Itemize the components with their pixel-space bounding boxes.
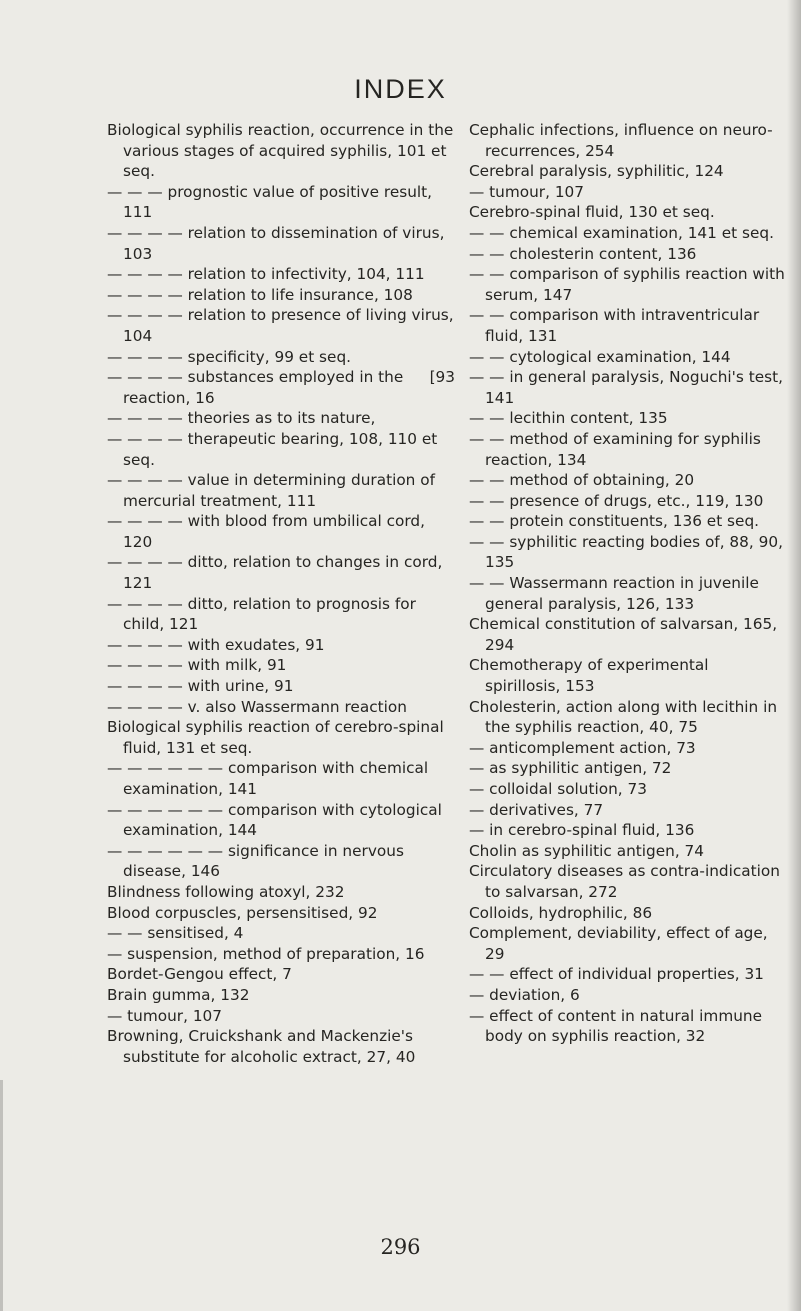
index-entry-text: — — method of examining for syphilis reaction, 134 (469, 429, 761, 469)
index-entry-text: — derivatives, 77 (469, 800, 604, 819)
index-entry (469, 532, 785, 573)
index-entry-text: — — method of obtaining, 20 (469, 471, 695, 490)
index-entry (107, 800, 455, 841)
index-entry (107, 655, 455, 676)
index-entry (469, 120, 785, 161)
index-entry-text: — as syphilitic antigen, 72 (469, 759, 672, 778)
index-entry-text: — — Wassermann reaction in juvenile general paralysis, 126, 133 (469, 574, 759, 613)
index-entry-text: Complement, deviability, effect of age, 29 (469, 924, 768, 963)
index-entry (469, 244, 785, 265)
index-entry (469, 697, 785, 738)
index-entry (107, 758, 455, 799)
index-entry (107, 305, 455, 346)
index-entry-text: Chemical constitution of salvarsan, 165, 294 (469, 615, 778, 654)
index-entry (107, 985, 455, 1006)
index-entry-text: — — presence of drugs, etc., 119, 130 (469, 491, 764, 510)
index-entry-text: Blood corpuscles, persensitised, 92 (107, 903, 378, 922)
index-entry-text: — — — — theories as to its nature, (107, 409, 376, 428)
index-entry-text: Browning, Cruickshank and Mackenzie's substitute for alcoholic extract, 27, 40 (107, 1027, 416, 1066)
index-entry-text: — — comparison with intraventricular fluid, 131 (469, 306, 760, 345)
index-entry (107, 1026, 455, 1067)
index-entry (107, 676, 455, 697)
index-entry-text: Cerebral paralysis, syphilitic, 124 (469, 162, 724, 181)
index-entry (107, 697, 455, 718)
index-entry (469, 779, 785, 800)
index-entry (469, 429, 785, 470)
index-entry-text: — colloidal solution, 73 (469, 780, 647, 798)
page-edge-shadow (787, 0, 801, 1311)
index-entry (107, 367, 455, 408)
index-entry (469, 861, 785, 902)
index-entry-text: — effect of content in natural immune body on syphilis reaction, 32 (469, 1006, 763, 1046)
index-entry (469, 655, 785, 696)
index-entry (469, 738, 785, 759)
binding-edge (0, 1080, 3, 1311)
index-entry (107, 944, 455, 965)
index-entry-text: — — effect of individual properties, 31 (469, 965, 764, 984)
index-entry (107, 964, 455, 985)
index-entry (469, 408, 785, 429)
index-entry-text: Brain gumma, 132 (107, 985, 250, 1004)
index-entry (107, 120, 455, 182)
index-entry (469, 573, 785, 614)
page-number: 296 (380, 1235, 421, 1259)
index-entry (469, 923, 785, 964)
index-entry-text: — deviation, 6 (469, 985, 580, 1004)
index-entry-text: — — — — therapeutic bearing, 108, 110 et seq. (107, 429, 438, 469)
index-entry-text: — — — — relation to life insurance, 108 (107, 285, 413, 304)
index-entry (107, 717, 455, 758)
index-entry (107, 841, 455, 882)
index-entry (469, 305, 785, 346)
index-entry-text: — — chemical examination, 141 et seq. (469, 223, 774, 242)
index-entry-text: Cerebro-spinal fluid, 130 et seq. (469, 203, 715, 222)
index-entry-text: — — sensitised, 4 (107, 924, 244, 943)
index-entry-text: — anticomplement action, 73 (469, 738, 696, 757)
index-entry (469, 223, 785, 244)
index-entry (469, 614, 785, 655)
index-entry (469, 202, 785, 223)
index-entry (107, 882, 455, 903)
index-entry-text: — — syphilitic reacting bodies of, 88, 90, 135 (469, 532, 783, 572)
index-entry (469, 820, 785, 841)
index-entry-text: Chemotherapy of experimental spirillosis, 153 (469, 656, 709, 696)
index-entry-text: Cholesterin, action along with lecithin in the syphilis reaction, 40, 75 (469, 697, 778, 737)
index-entry (107, 182, 455, 223)
index-entry (469, 161, 785, 182)
index-entry (107, 1006, 455, 1027)
index-entry-text: Cephalic infections, influence on neuro-recurrences, 254 (469, 121, 773, 160)
index-entry (469, 347, 785, 368)
index-entry-text: Biological syphilis reaction of cerebro-spinal fluid, 131 et seq. (107, 718, 444, 757)
index-entry-text: — — lecithin content, 135 (469, 409, 668, 428)
index-entry-text: — — — — with milk, 91 (107, 656, 287, 675)
index-entry (107, 264, 455, 285)
index-entry-text: — — comparison of syphilis reaction with serum, 147 (469, 265, 785, 304)
index-entry-text: — — — — — — significance in nervous disease, 146 (107, 841, 404, 881)
index-entry-text: — — cytological examination, 144 (469, 347, 731, 366)
index-entry (107, 285, 455, 306)
index-entry (469, 511, 785, 532)
index-entry-text: — — — prognostic value of positive result, 111 (107, 182, 433, 222)
index-entry (107, 511, 455, 552)
index-entry-text: Circulatory diseases as contra-indication to salvarsan, 272 (469, 862, 780, 901)
index-entry (107, 594, 455, 635)
index-entry (107, 923, 455, 944)
index-entry-text: — — cholesterin content, 136 (469, 244, 697, 263)
index-entry-text: — tumour, 107 (469, 182, 585, 201)
index-entry-text: — — — — ditto, relation to prognosis for child, 121 (107, 594, 416, 634)
index-entry-text: Biological syphilis reaction, occurrence in the various stages of acquired syphilis, 101 et seq. (107, 121, 454, 181)
index-entry-text: — — — — v. also Wassermann reaction (107, 697, 407, 716)
index-entry (107, 635, 455, 656)
index-entry-text: — suspension, method of preparation, 16 (107, 944, 425, 963)
index-entry (469, 264, 785, 305)
index-entry-overflow: [93 (429, 368, 455, 387)
index-entry (107, 223, 455, 264)
index-entry-text: — — — — with exudates, 91 (107, 635, 325, 654)
index-entry (469, 758, 785, 779)
index-entry-text: — in cerebro-spinal fluid, 136 (469, 821, 695, 840)
index-entry (469, 841, 785, 862)
index-entry (469, 903, 785, 924)
index-entry (469, 985, 785, 1006)
index-entry-text: — — in general paralysis, Noguchi's test, 141 (469, 368, 783, 407)
index-entry-text: — — — — relation to presence of living virus, 104 (107, 306, 454, 345)
index-entry-text: — tumour, 107 (107, 1006, 223, 1025)
index-entry (107, 347, 455, 368)
index-entry-text: Blindness following atoxyl, 232 (107, 882, 345, 901)
index-entry-text: — — — — specificity, 99 et seq. (107, 347, 352, 366)
index-entry-text: Colloids, hydrophilic, 86 (469, 903, 653, 922)
index-entry-text: — — — — value in determining duration of mercurial treatment, 111 (107, 471, 435, 510)
index-entry (469, 182, 785, 203)
index-entry (107, 470, 455, 511)
index-entry-text: — — — — with urine, 91 (107, 677, 294, 696)
index-entry-text: — — — — — — comparison with chemical examination, 141 (107, 759, 429, 798)
index-entry (107, 903, 455, 924)
index-entry-text: — — — — substances employed in the reaction, 16 (107, 368, 404, 407)
index-entry-text: — — — — relation to infectivity, 104, 111 (107, 265, 425, 284)
index-column-left (107, 120, 455, 1067)
index-entry-text: Bordet-Gengou effect, 7 (107, 965, 292, 984)
index-entry (469, 964, 785, 985)
index-entry (469, 367, 785, 408)
index-entry-text: — — — — ditto, relation to changes in cord, 121 (107, 553, 443, 593)
index-entry-text: Cholin as syphilitic antigen, 74 (469, 841, 705, 860)
index-entry (469, 800, 785, 821)
index-entry (107, 552, 455, 593)
index-entry (469, 1006, 785, 1047)
index-entry (469, 491, 785, 512)
index-entry (107, 429, 455, 470)
page-title: INDEX (354, 74, 447, 104)
index-entry-text: — — — — — — comparison with cytological examination, 144 (107, 800, 442, 840)
index-entry-text: — — — — relation to dissemination of virus, 103 (107, 223, 445, 263)
index-entry-text: — — protein constituents, 136 et seq. (469, 512, 760, 531)
index-entry (107, 408, 455, 429)
index-entry-text: — — — — with blood from umbilical cord, 120 (107, 512, 425, 551)
index-entry (469, 470, 785, 491)
index-column-right (469, 120, 785, 1047)
